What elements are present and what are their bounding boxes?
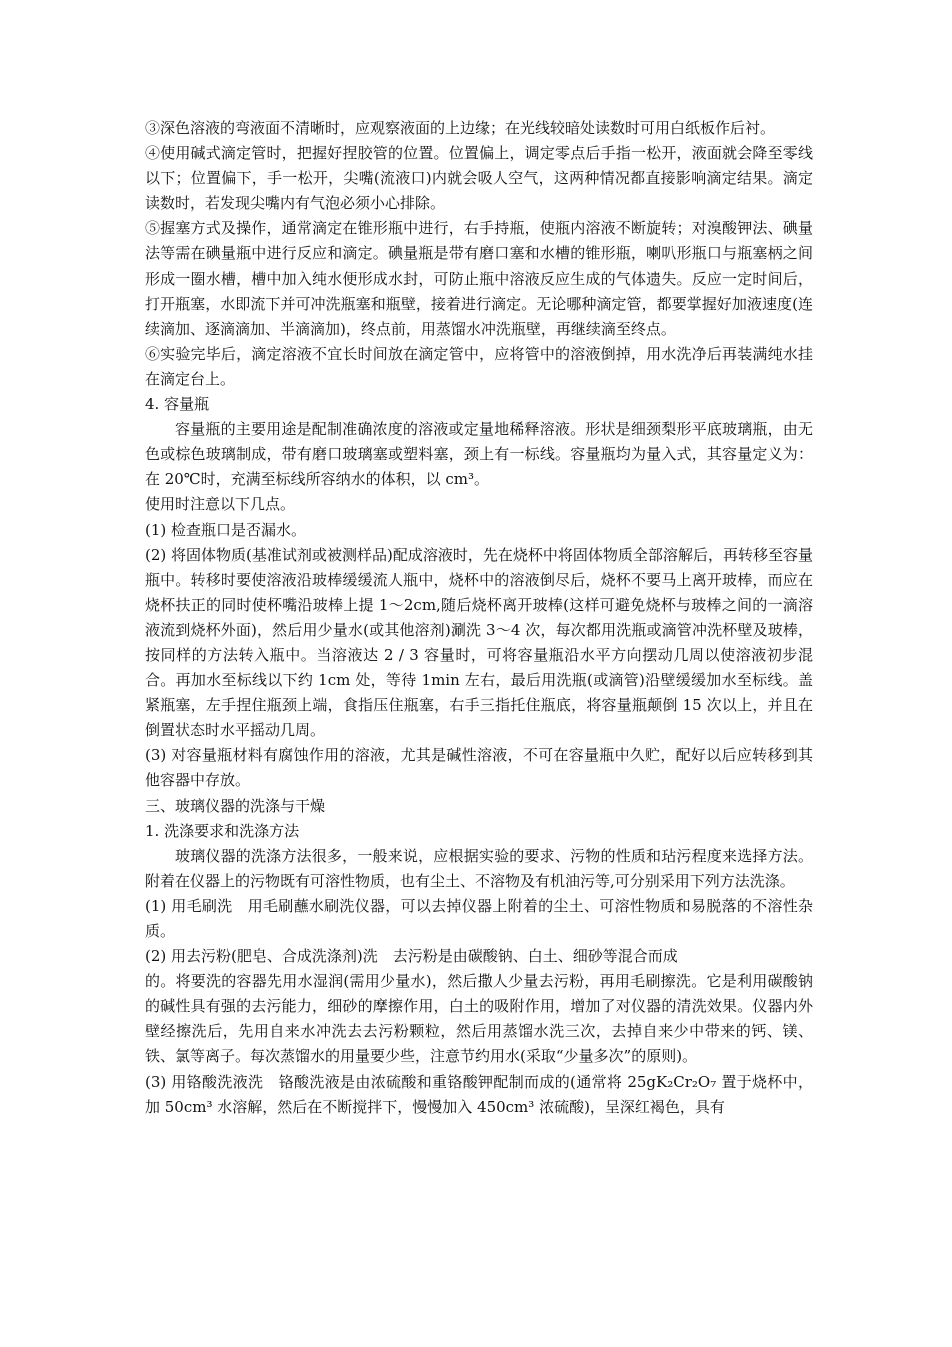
list-item-flask-1: (1) 检查瓶口是否漏水。 — [145, 520, 307, 539]
paragraph-burette-note-6: ⑥实验完毕后，滴定溶液不宜长时间放在滴定管中，应将管中的溶液倒掉，用水洗净后再装满纯水挂在滴定台上。 — [145, 344, 813, 388]
section-heading-volumetric-flask: 4. 容量瓶 — [145, 395, 210, 414]
paragraph-burette-note-5: ⑤握塞方式及操作，通常滴定在锥形瓶中进行，右手持瓶，使瓶内溶液不断旋转；对溴酸钾法、碘量法等需在碘量瓶中进行反应和滴定。碘量瓶是带有磨口塞和水槽的锥形瓶，喇叭形瓶口与瓶塞柄之间形成一圈水槽，槽中加入纯水便形成水封，可防止瓶中溶液反应生成的气体遗失。反应一定时间后，打开瓶塞，水即流下并可冲洗瓶塞和瓶壁，接着进行滴定。无论哪种滴定管，都要掌握好加液速度(连续滴加、逐滴滴加、半滴滴加)，终点前，用蒸馏水冲洗瓶壁，再继续滴至终点。 — [145, 219, 813, 338]
list-item-wash-brush: (1) 用毛刷洗 用毛刷蘸水刷洗仪器，可以去掉仪器上附着的尘土、可溶性物质和易脱落的不溶性杂质。 — [145, 896, 813, 940]
list-item-wash-chromic: (3) 用铬酸洗液洗 铬酸洗液是由浓硫酸和重铬酸钾配制而成的(通常将 25gK₂Cr₂O₇ 置于烧杯中，加 50cm³ 水溶解，然后在不断搅拌下，慢慢加入 450cm³ 浓硫酸)，呈深红褐色，具有 — [145, 1072, 813, 1116]
list-item-flask-3: (3) 对容量瓶材料有腐蚀作用的溶液，尤其是碱性溶液，不可在容量瓶中久贮，配好以后应转移到其他容器中存放。 — [145, 746, 813, 790]
paragraph-wash-powder-detail: 的。将要洗的容器先用水湿润(需用少量水)，然后撒人少量去污粉，再用毛刷擦洗。它是利用碳酸钠的碱性具有强的去污能力，细砂的摩擦作用，白土的吸附作用，增加了对仪器的清洗效果。仪器内外壁经擦洗后，先用自来水冲洗去去污粉颗粒，然后用蒸馏水洗三次，去掉自来少中带来的钙、镁、铁、氯等离子。每次蒸馏水的用量要少些，注意节约用水(采取“少量多次”的原则)。 — [145, 972, 813, 1066]
paragraph-burette-note-3: ③深色溶液的弯液面不清晰时，应观察液面的上边缘；在光线较暗处读数时可用白纸板作后衬。 — [145, 119, 776, 137]
paragraph-burette-note-4: ④使用碱式滴定管时，把握好捏胶管的位置。位置偏上，调定零点后手指一松开，液面就会降至零线以下；位置偏下，手一松开，尖嘴(流液口)内就会吸人空气，这两种情况都直接影响滴定结果。滴定读数时，若发现尖嘴内有气泡必须小心排除。 — [145, 144, 813, 213]
paragraph-usage-notes: 使用时注意以下几点。 — [145, 495, 296, 514]
paragraph-washing-intro: 玻璃仪器的洗涤方法很多，一般来说，应根据实验的要求、污物的性质和玷污程度来选择方法。附着在仪器上的污物既有可溶性物质，也有尘土、不溶物及有机油污等,可分别采用下列方法洗涤。 — [145, 846, 813, 890]
document-body — [145, 116, 813, 1120]
subsection-heading-washing-methods: 1. 洗涤要求和洗涤方法 — [145, 821, 300, 840]
section-heading-washing-drying: 三、玻璃仪器的洗涤与干燥 — [145, 796, 326, 815]
list-item-flask-2: (2) 将固体物质(基准试剂或被测样品)配成溶液时，先在烧杯中将固体物质全部溶解后，再转移至容量瓶中。转移时要使溶液沿玻棒缓缓流人瓶中，烧杯中的溶液倒尽后，烧杯不要马上离开玻棒，而应在烧杯扶正的同时使杯嘴沿玻棒上提 1～2cm,随后烧杯离开玻棒(这样可避免烧杯与玻棒之间的一滴溶液流到烧杯外面)，然后用少量水(或其他溶剂)涮洗 3～4 次，每次都用洗瓶或滴管冲洗杯壁及玻棒，按同样的方法转入瓶中。当溶液达 2 / 3 容量时，可将容量瓶沿水平方向摆动几周以使溶液初步混合。再加水至标线以下约 1cm 处，等待 1min 左右，最后用洗瓶(或滴管)沿壁缓缓加水至标线。盖紧瓶塞，左手捏住瓶颈上端，食指压住瓶塞，右手三指托住瓶底，将容量瓶颠倒 15 次以上，并且在倒置状态时水平摇动几周。 — [145, 545, 813, 740]
list-item-wash-powder: (2) 用去污粉(肥皂、合成洗涤剂)洗 去污粉是由碳酸钠、白土、细砂等混合而成 — [145, 947, 678, 966]
paragraph-volumetric-flask-intro: 容量瓶的主要用途是配制准确浓度的溶液或定量地稀释溶液。形状是细颈梨形平底玻璃瓶，由无色或棕色玻璃制成，带有磨口玻璃塞或塑料塞，颈上有一标线。容量瓶均为量入式，其容量定义为：在 20℃时，充满至标线所容纳水的体积，以 cm³。 — [145, 420, 813, 489]
